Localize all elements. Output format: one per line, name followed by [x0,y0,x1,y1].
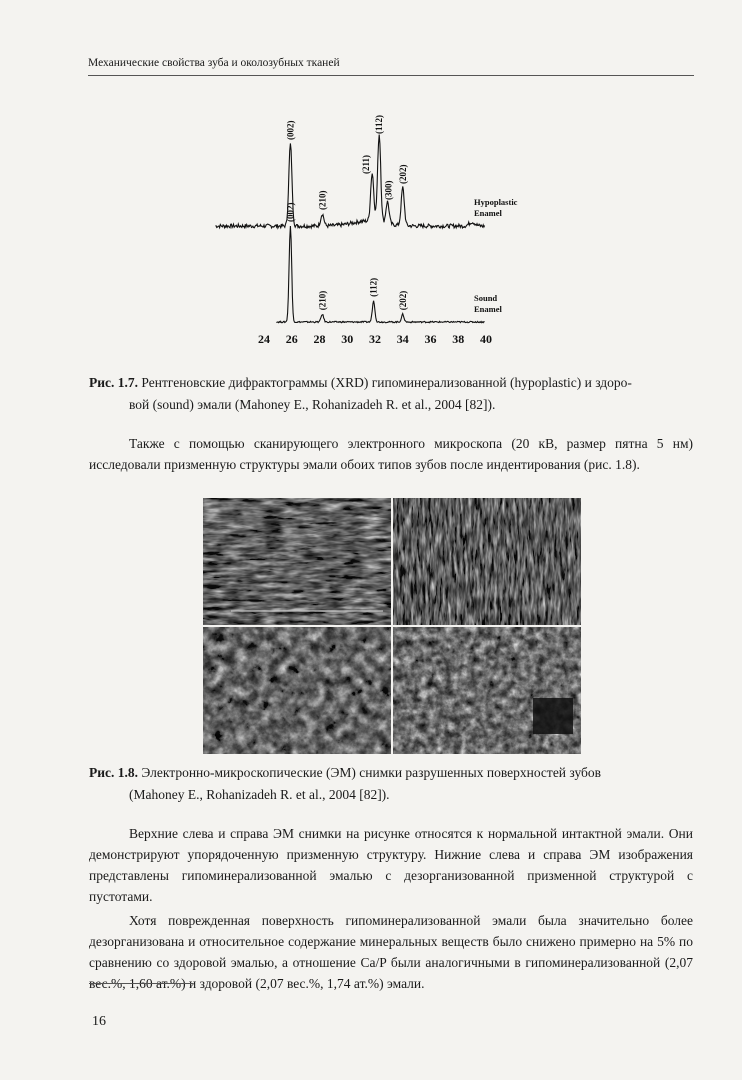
xrd-peak-label: (112) [374,115,385,134]
xrd-legend-label: Enamel [474,208,502,218]
xrd-peak-label: (210) [317,190,328,210]
footnote-rule [89,983,193,984]
xrd-x-tick: 32 [369,332,381,346]
xrd-series-hypoplastic [215,135,484,229]
xrd-peak-label: (211) [361,155,372,174]
xrd-peak-label: (002) [285,120,296,140]
xrd-peak-label: (300) [383,180,394,200]
xrd-peak-label: (002) [285,202,296,222]
xrd-chart [250,98,518,350]
figure-1-7-caption-text: Рентгеновские дифрактограммы (XRD) гипоминерализованной (hypoplastic) и здоро- [141,375,632,390]
figure-1-8-caption [89,762,693,806]
paragraph-3: Хотя поврежденная поверхность гипоминерализованной эмали была значительно более дезорганизована и относительное содержание минеральных веществ было снижено примерно на 5% по сравнению со здоровой эмалью, а отношение Ca/P были аналогичными в гипоминерализованной (2,07 вес.%, 1,60 ат.%) и здоровой (2,07 вес.%, 1,74 ат.%) эмали. [89,913,693,991]
sem-top-left [203,498,391,625]
xrd-peak-label: (202) [397,290,408,311]
xrd-x-tick: 24 [258,332,270,346]
figure-1-7-caption-text-2: вой (sound) эмали (Mahoney E., Rohanizadeh R. et al., 2004 [82]). [129,397,496,412]
paragraph-1: Также с помощью сканирующего электронного микроскопа (20 кВ, размер пятна 5 нм) исследовали призменную структуры эмали обоих типов зубов после индентирования (рис. 1.8). [89,436,693,472]
xrd-x-tick: 36 [424,332,437,346]
sem-top-right [393,498,581,625]
xrd-legend-label: Enamel [474,304,502,314]
running-header: Механические свойства зуба и околозубных тканей [88,57,340,69]
figure-1-7-label: Рис. 1.7. [89,375,139,390]
xrd-legend-label: Sound [474,293,498,303]
xrd-x-tick: 30 [341,332,354,346]
xrd-series-sound [277,226,485,323]
xrd-peak-label: (112) [368,277,379,297]
page-number: 16 [92,1014,106,1029]
figure-1-8-label: Рис. 1.8. [89,765,139,780]
xrd-x-tick: 38 [452,332,465,346]
figure-1-8-caption-text: Электронно-микроскопические (ЭМ) снимки разрушенных поверхностей зубов [141,765,602,780]
paragraph-2: Верхние слева и справа ЭМ снимки на рисунке относятся к нормальной интактной эмали. Они демонстрируют упорядоченную призменную структуру. Нижние слева и справа ЭМ изображения представлены гипоминерализованной эмалью с дезорганизованной призменной структурой с пустотами. [89,826,693,904]
xrd-legend-label: Hypoplastic [474,197,518,207]
sem-bottom-right [393,627,581,754]
xrd-x-tick: 34 [396,332,409,346]
figure-1-8-caption-text-2: (Mahoney E., Rohanizadeh R. et al., 2004 [82]). [129,787,390,802]
sem-image-grid [203,498,581,754]
header-rule [88,75,694,76]
xrd-peak-label: (202) [397,164,408,184]
xrd-peak-label: (210) [317,290,328,311]
figure-1-7-caption [89,372,693,416]
xrd-x-tick: 28 [313,332,326,346]
sem-bottom-left [203,627,391,754]
xrd-x-tick: 40 [480,332,492,346]
xrd-x-tick: 26 [285,332,298,346]
